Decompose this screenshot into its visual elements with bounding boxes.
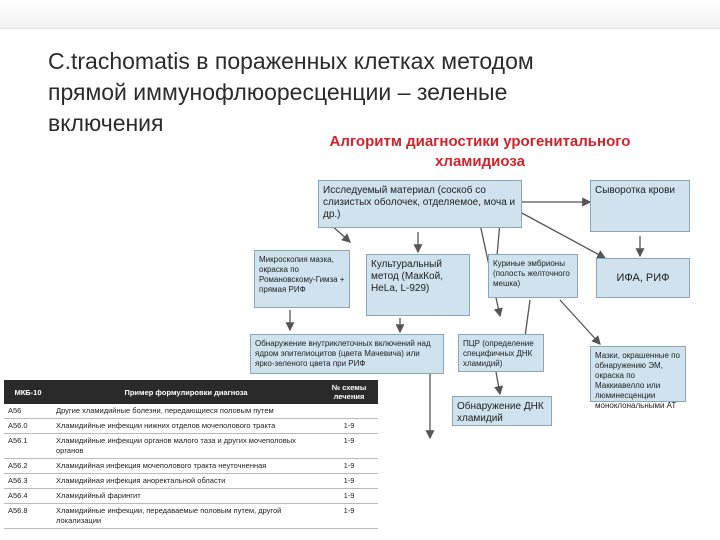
icd-code: А56 — [4, 404, 52, 419]
icd-code: А56.8 — [4, 504, 52, 529]
icd-code: А56.2 — [4, 459, 52, 474]
diagnosis: Хламидийный фарингит — [52, 489, 320, 504]
slide-title-line: C.trachomatis в пораженных клетках методом — [48, 48, 534, 74]
icd-table — [4, 380, 378, 529]
box-material: Исследуемый материал (соскоб со слизистых оболочек, отделяемое, моча и др.) — [318, 180, 522, 228]
box-serum: Сыворотка крови — [590, 180, 690, 232]
column-header: МКБ-10 — [4, 380, 52, 404]
column-header: Пример формулировки диагноза — [52, 380, 320, 404]
box-pcr: ПЦР (определение специфичных ДНК хламидий) — [458, 334, 544, 372]
figure-title-line: Алгоритм диагностики урогенитального — [329, 133, 631, 150]
table-header-row — [4, 380, 378, 404]
diagnosis: Хламидийная инфекция аноректальной области — [52, 474, 320, 489]
arrow-pcr-dna — [496, 372, 500, 394]
scheme: 1-9 — [320, 419, 378, 434]
arrow-ifa-antibodies — [560, 300, 600, 344]
scheme: 1-9 — [320, 489, 378, 504]
table-row — [4, 404, 378, 419]
column-header: № схемы лечения — [320, 380, 378, 404]
scheme: 1-9 — [320, 474, 378, 489]
box-microscopy: Микроскопия мазка, окраска по Романовскому-Гимза + прямая РИФ — [254, 250, 350, 308]
table-row — [4, 474, 378, 489]
icd-code: А56.1 — [4, 434, 52, 459]
table-row — [4, 459, 378, 474]
box-antibodies: Мазки, окрашенные по обнаружению ЭМ, окраска по Маккиавелло или люминесценции моноклональными АТ — [590, 346, 686, 402]
table-row — [4, 434, 378, 459]
box-culture: Культуральный метод (МакКой, HeLa, L-929) — [366, 254, 470, 316]
scheme: 1-9 — [320, 504, 378, 529]
diagnosis: Хламидийные инфекции нижних отделов мочеполового тракта — [52, 419, 320, 434]
box-chick-embryo: Куриные эмбрионы (полость желточного мешка) — [488, 254, 578, 298]
table-row — [4, 489, 378, 504]
box-ifa: ИФА, РИФ — [596, 258, 690, 298]
diagnosis: Другие хламидийные болезни, передающиеся половым путем — [52, 404, 320, 419]
scheme: 1-9 — [320, 434, 378, 459]
table-row — [4, 419, 378, 434]
scheme: 1-9 — [320, 459, 378, 474]
box-dna-detection: Обнаружение ДНК хламидий — [452, 396, 552, 426]
diagnosis: Хламидийная инфекция мочеполового тракта неуточненная — [52, 459, 320, 474]
icd-code: А56.0 — [4, 419, 52, 434]
scheme — [320, 404, 378, 419]
diagnosis: Хламидийные инфекции органов малого таза и других мочеполовых органов — [52, 434, 320, 459]
figure-title-line: хламидиоза — [435, 153, 525, 170]
diagnosis: Хламидийные инфекции, передаваемые половым путем, другой локализации — [52, 504, 320, 529]
table-row — [4, 504, 378, 529]
icd-code: А56.4 — [4, 489, 52, 504]
icd-code: А56.3 — [4, 474, 52, 489]
box-detection-inclusions: Обнаружение внутриклеточных включений над ядром эпителиоцитов (цвета Мачевича) или ярко-зеленого цвета при РИФ — [250, 334, 444, 374]
slide-title-line: включения — [48, 110, 164, 136]
slide-title-line: прямой иммунофлюоресценции – зеленые — [48, 79, 508, 105]
